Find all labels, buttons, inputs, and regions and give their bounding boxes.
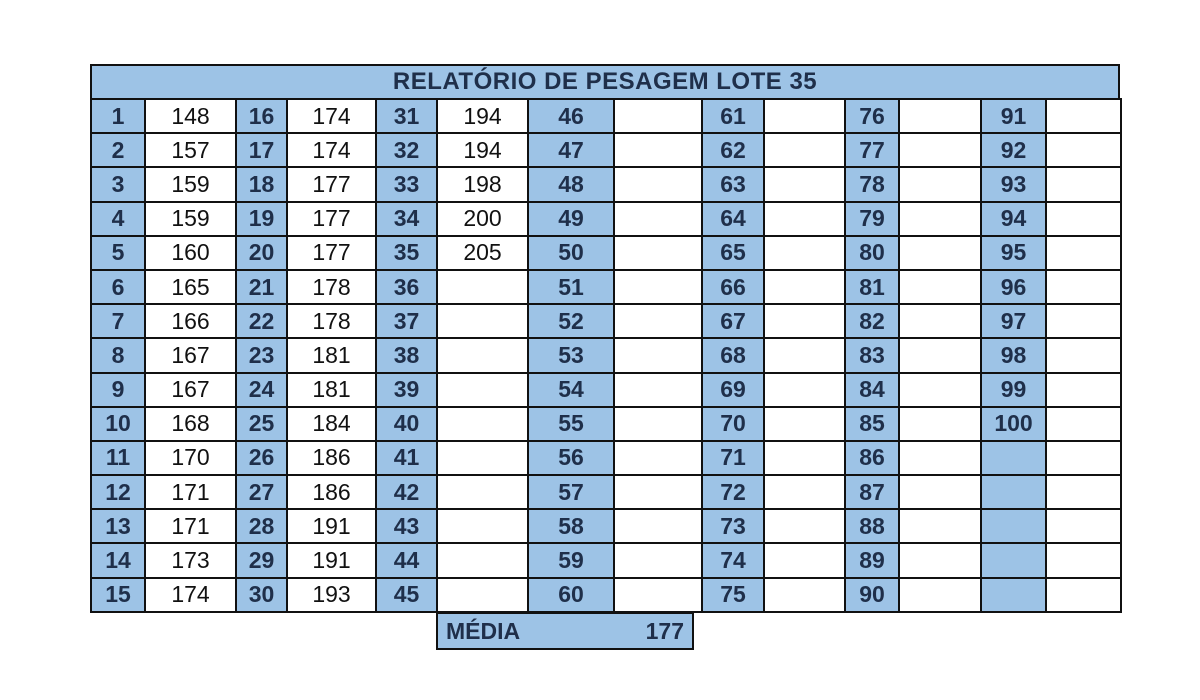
- animal-number: 5: [91, 236, 145, 270]
- weight-value: 181: [287, 338, 376, 372]
- weight-value: [1046, 509, 1121, 543]
- animal-number: 36: [376, 270, 437, 304]
- animal-number: 59: [528, 543, 614, 577]
- animal-number: 27: [236, 475, 287, 509]
- weight-value: [764, 236, 845, 270]
- weight-value: [764, 475, 845, 509]
- animal-number: 66: [702, 270, 764, 304]
- weight-value: 167: [145, 373, 236, 407]
- weight-value: 174: [145, 578, 236, 612]
- animal-number: 57: [528, 475, 614, 509]
- weight-value: [899, 304, 981, 338]
- weight-value: 159: [145, 202, 236, 236]
- animal-number: [981, 509, 1046, 543]
- animal-number: 54: [528, 373, 614, 407]
- animal-number: 93: [981, 167, 1046, 201]
- weight-value: [614, 270, 702, 304]
- weight-value: [614, 338, 702, 372]
- weight-value: [764, 407, 845, 441]
- animal-number: 67: [702, 304, 764, 338]
- animal-number: 25: [236, 407, 287, 441]
- animal-number: 45: [376, 578, 437, 612]
- animal-number: 4: [91, 202, 145, 236]
- weight-value: 186: [287, 441, 376, 475]
- animal-number: 80: [845, 236, 899, 270]
- animal-number: 22: [236, 304, 287, 338]
- animal-number: 34: [376, 202, 437, 236]
- weight-value: [614, 509, 702, 543]
- weight-value: 205: [437, 236, 528, 270]
- weight-value: [764, 338, 845, 372]
- weight-value: [764, 202, 845, 236]
- animal-number: 85: [845, 407, 899, 441]
- weight-value: [614, 407, 702, 441]
- animal-number: 42: [376, 475, 437, 509]
- weight-value: [764, 543, 845, 577]
- weight-value: [764, 99, 845, 133]
- animal-number: 31: [376, 99, 437, 133]
- weight-value: 177: [287, 167, 376, 201]
- weight-value: [899, 338, 981, 372]
- weight-value: 170: [145, 441, 236, 475]
- weight-value: [1046, 167, 1121, 201]
- weight-value: 159: [145, 167, 236, 201]
- animal-number: 91: [981, 99, 1046, 133]
- weight-value: 160: [145, 236, 236, 270]
- animal-number: 92: [981, 133, 1046, 167]
- weight-value: 174: [287, 133, 376, 167]
- table-row: [91, 407, 1121, 441]
- animal-number: [981, 441, 1046, 475]
- table-row: [91, 99, 1121, 133]
- animal-number: 63: [702, 167, 764, 201]
- weight-value: [899, 373, 981, 407]
- weight-value: [1046, 304, 1121, 338]
- weight-value: [1046, 133, 1121, 167]
- animal-number: [981, 475, 1046, 509]
- animal-number: 94: [981, 202, 1046, 236]
- animal-number: 38: [376, 338, 437, 372]
- weight-value: [614, 202, 702, 236]
- weight-value: [1046, 202, 1121, 236]
- animal-number: 48: [528, 167, 614, 201]
- animal-number: 43: [376, 509, 437, 543]
- animal-number: 1: [91, 99, 145, 133]
- weight-value: [764, 133, 845, 167]
- average-value: 177: [645, 618, 684, 644]
- weight-value: [899, 475, 981, 509]
- animal-number: 41: [376, 441, 437, 475]
- animal-number: 82: [845, 304, 899, 338]
- weight-value: [764, 578, 845, 612]
- weight-value: [764, 373, 845, 407]
- animal-number: 28: [236, 509, 287, 543]
- weight-value: [899, 441, 981, 475]
- animal-number: 73: [702, 509, 764, 543]
- animal-number: 71: [702, 441, 764, 475]
- weight-value: [1046, 236, 1121, 270]
- animal-number: 11: [91, 441, 145, 475]
- animal-number: 39: [376, 373, 437, 407]
- weight-value: [899, 270, 981, 304]
- animal-number: 49: [528, 202, 614, 236]
- animal-number: 79: [845, 202, 899, 236]
- animal-number: 56: [528, 441, 614, 475]
- table-row: [91, 578, 1121, 612]
- weighing-table: [90, 98, 1122, 613]
- weight-value: [437, 338, 528, 372]
- animal-number: 3: [91, 167, 145, 201]
- weight-value: 173: [145, 543, 236, 577]
- animal-number: 68: [702, 338, 764, 372]
- animal-number: 99: [981, 373, 1046, 407]
- weight-value: [1046, 441, 1121, 475]
- animal-number: 95: [981, 236, 1046, 270]
- animal-number: 58: [528, 509, 614, 543]
- animal-number: 77: [845, 133, 899, 167]
- weight-value: [1046, 475, 1121, 509]
- weight-value: [899, 407, 981, 441]
- animal-number: 29: [236, 543, 287, 577]
- animal-number: 81: [845, 270, 899, 304]
- table-row: [91, 373, 1121, 407]
- animal-number: 37: [376, 304, 437, 338]
- weight-value: [899, 99, 981, 133]
- table-row: [91, 202, 1121, 236]
- table-row: [91, 270, 1121, 304]
- animal-number: [981, 543, 1046, 577]
- weight-value: [899, 167, 981, 201]
- weight-value: 157: [145, 133, 236, 167]
- table-row: [91, 167, 1121, 201]
- animal-number: 47: [528, 133, 614, 167]
- weight-value: 168: [145, 407, 236, 441]
- weight-value: [614, 236, 702, 270]
- animal-number: 78: [845, 167, 899, 201]
- weight-value: [764, 509, 845, 543]
- animal-number: 83: [845, 338, 899, 372]
- animal-number: 14: [91, 543, 145, 577]
- weight-value: [764, 304, 845, 338]
- animal-number: 88: [845, 509, 899, 543]
- animal-number: 86: [845, 441, 899, 475]
- weight-value: 148: [145, 99, 236, 133]
- weight-value: 194: [437, 99, 528, 133]
- weight-value: 194: [437, 133, 528, 167]
- weight-value: 178: [287, 304, 376, 338]
- weight-value: [437, 475, 528, 509]
- weight-value: 181: [287, 373, 376, 407]
- animal-number: 75: [702, 578, 764, 612]
- weight-value: 193: [287, 578, 376, 612]
- animal-number: 87: [845, 475, 899, 509]
- animal-number: 16: [236, 99, 287, 133]
- weight-value: [899, 509, 981, 543]
- weight-value: [1046, 338, 1121, 372]
- weight-value: [437, 441, 528, 475]
- weight-value: [614, 167, 702, 201]
- average-box: [436, 612, 694, 650]
- weight-value: 167: [145, 338, 236, 372]
- weight-value: [437, 373, 528, 407]
- weight-value: 166: [145, 304, 236, 338]
- animal-number: 89: [845, 543, 899, 577]
- animal-number: 100: [981, 407, 1046, 441]
- table-row: [91, 441, 1121, 475]
- animal-number: 17: [236, 133, 287, 167]
- animal-number: 50: [528, 236, 614, 270]
- animal-number: 51: [528, 270, 614, 304]
- animal-number: 23: [236, 338, 287, 372]
- weight-value: 177: [287, 202, 376, 236]
- weight-value: [764, 270, 845, 304]
- animal-number: 35: [376, 236, 437, 270]
- weight-value: [1046, 99, 1121, 133]
- animal-number: 6: [91, 270, 145, 304]
- animal-number: 90: [845, 578, 899, 612]
- weight-value: 174: [287, 99, 376, 133]
- weight-value: [1046, 270, 1121, 304]
- animal-number: 74: [702, 543, 764, 577]
- animal-number: 10: [91, 407, 145, 441]
- animal-number: 64: [702, 202, 764, 236]
- animal-number: 53: [528, 338, 614, 372]
- weight-value: [614, 441, 702, 475]
- weight-value: 191: [287, 543, 376, 577]
- table-row: [91, 475, 1121, 509]
- animal-number: 96: [981, 270, 1046, 304]
- animal-number: 46: [528, 99, 614, 133]
- weight-value: [614, 475, 702, 509]
- animal-number: 2: [91, 133, 145, 167]
- report-title: RELATÓRIO DE PESAGEM LOTE 35: [90, 64, 1120, 100]
- animal-number: 72: [702, 475, 764, 509]
- weight-value: [437, 578, 528, 612]
- animal-number: 69: [702, 373, 764, 407]
- weight-value: 177: [287, 236, 376, 270]
- animal-number: 61: [702, 99, 764, 133]
- table-row: [91, 543, 1121, 577]
- weight-value: [614, 99, 702, 133]
- weight-value: [614, 543, 702, 577]
- animal-number: 97: [981, 304, 1046, 338]
- table-row: [91, 133, 1121, 167]
- weight-value: [899, 133, 981, 167]
- table-row: [91, 338, 1121, 372]
- animal-number: 70: [702, 407, 764, 441]
- weight-value: 191: [287, 509, 376, 543]
- weight-value: [899, 578, 981, 612]
- animal-number: [981, 578, 1046, 612]
- animal-number: 52: [528, 304, 614, 338]
- table-row: [91, 236, 1121, 270]
- animal-number: 21: [236, 270, 287, 304]
- weight-value: [899, 543, 981, 577]
- weight-value: [614, 133, 702, 167]
- animal-number: 7: [91, 304, 145, 338]
- animal-number: 19: [236, 202, 287, 236]
- animal-number: 20: [236, 236, 287, 270]
- weight-value: 171: [145, 509, 236, 543]
- animal-number: 9: [91, 373, 145, 407]
- weight-value: [437, 543, 528, 577]
- animal-number: 32: [376, 133, 437, 167]
- weight-value: [1046, 543, 1121, 577]
- animal-number: 26: [236, 441, 287, 475]
- animal-number: 60: [528, 578, 614, 612]
- animal-number: 55: [528, 407, 614, 441]
- average-label: MÉDIA: [446, 618, 521, 644]
- weight-value: 178: [287, 270, 376, 304]
- weight-value: [899, 202, 981, 236]
- weight-value: [614, 373, 702, 407]
- animal-number: 76: [845, 99, 899, 133]
- weight-value: [899, 236, 981, 270]
- animal-number: 65: [702, 236, 764, 270]
- table-row: [91, 509, 1121, 543]
- weight-value: [437, 304, 528, 338]
- weight-value: [764, 441, 845, 475]
- animal-number: 24: [236, 373, 287, 407]
- animal-number: 12: [91, 475, 145, 509]
- weight-value: [437, 270, 528, 304]
- animal-number: 44: [376, 543, 437, 577]
- animal-number: 84: [845, 373, 899, 407]
- weight-value: [1046, 407, 1121, 441]
- animal-number: 40: [376, 407, 437, 441]
- animal-number: 33: [376, 167, 437, 201]
- animal-number: 18: [236, 167, 287, 201]
- weight-value: [614, 304, 702, 338]
- weight-value: 171: [145, 475, 236, 509]
- weight-value: [764, 167, 845, 201]
- animal-number: 15: [91, 578, 145, 612]
- weight-value: [1046, 373, 1121, 407]
- animal-number: 30: [236, 578, 287, 612]
- weight-value: [437, 407, 528, 441]
- weight-value: [1046, 578, 1121, 612]
- animal-number: 98: [981, 338, 1046, 372]
- animal-number: 13: [91, 509, 145, 543]
- weight-value: [437, 509, 528, 543]
- weight-value: 186: [287, 475, 376, 509]
- weight-value: 184: [287, 407, 376, 441]
- weight-value: [614, 578, 702, 612]
- animal-number: 62: [702, 133, 764, 167]
- animal-number: 8: [91, 338, 145, 372]
- table-row: [91, 304, 1121, 338]
- weight-value: 198: [437, 167, 528, 201]
- weight-value: 165: [145, 270, 236, 304]
- weight-value: 200: [437, 202, 528, 236]
